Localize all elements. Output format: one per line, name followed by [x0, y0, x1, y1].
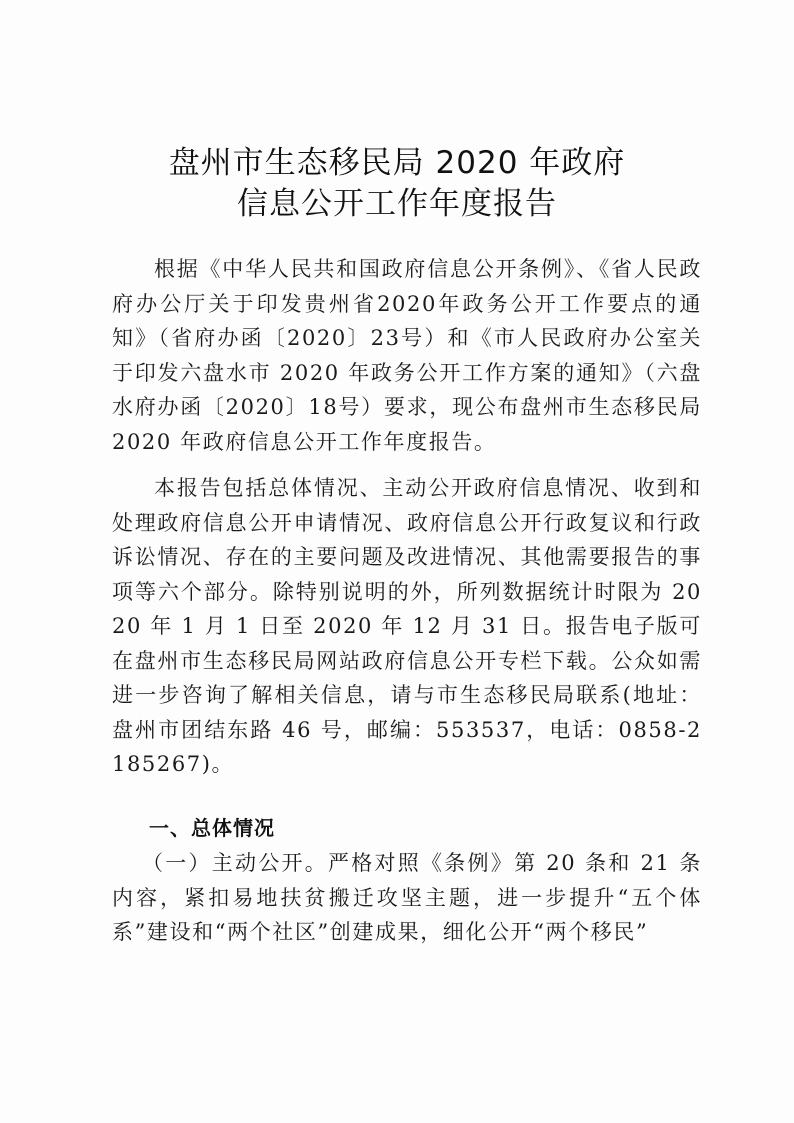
document-title-line-1: 盘州市生态移民局 2020 年政府	[168, 145, 626, 181]
document-title-line-2: 信息公开工作年度报告	[237, 186, 557, 222]
section-heading-overview: 一、总体情况	[149, 816, 275, 840]
scope-paragraph: 本报告包括总体情况、主动公开政府信息情况、收到和处理政府信息公开申请情况、政府信息公开行政复议和行政诉讼情况、存在的主要问题及改进情况、其他需要报告的事项等六个部分。除特别说明的外，所列数据统计时限为 2020 年 1 月 1 日至 2020 年 12 月 31 日。报告电子版可在盘州市生态移民局网站政府信息公开专栏下载。公众如需进一步咨询了解相关信息，请与市生态移民局联系(地址：盘州市团结东路 46 号，邮编：553537，电话：0858-2185267)。	[112, 476, 702, 776]
intro-paragraph: 根据《中华人民共和国政府信息公开条例》、《省人民政府办公厅关于印发贵州省2020年政务公开工作要点的通知》（省府办函〔2020〕23号）和《市人民政府办公室关于印发六盘水市 2020 年政务公开工作方案的通知》（六盘水府办函〔2020〕18号）要求，现公布盘州市生态移民局 2020 年政府信息公开工作年度报告。	[112, 257, 702, 454]
proactive-disclosure-paragraph: （一）主动公开。严格对照《条例》第 20 条和 21 条内容，紧扣易地扶贫搬迁攻坚主题，进一步提升“五个体系”建设和“两个社区”创建成果，细化公开“两个移民”	[112, 851, 702, 944]
